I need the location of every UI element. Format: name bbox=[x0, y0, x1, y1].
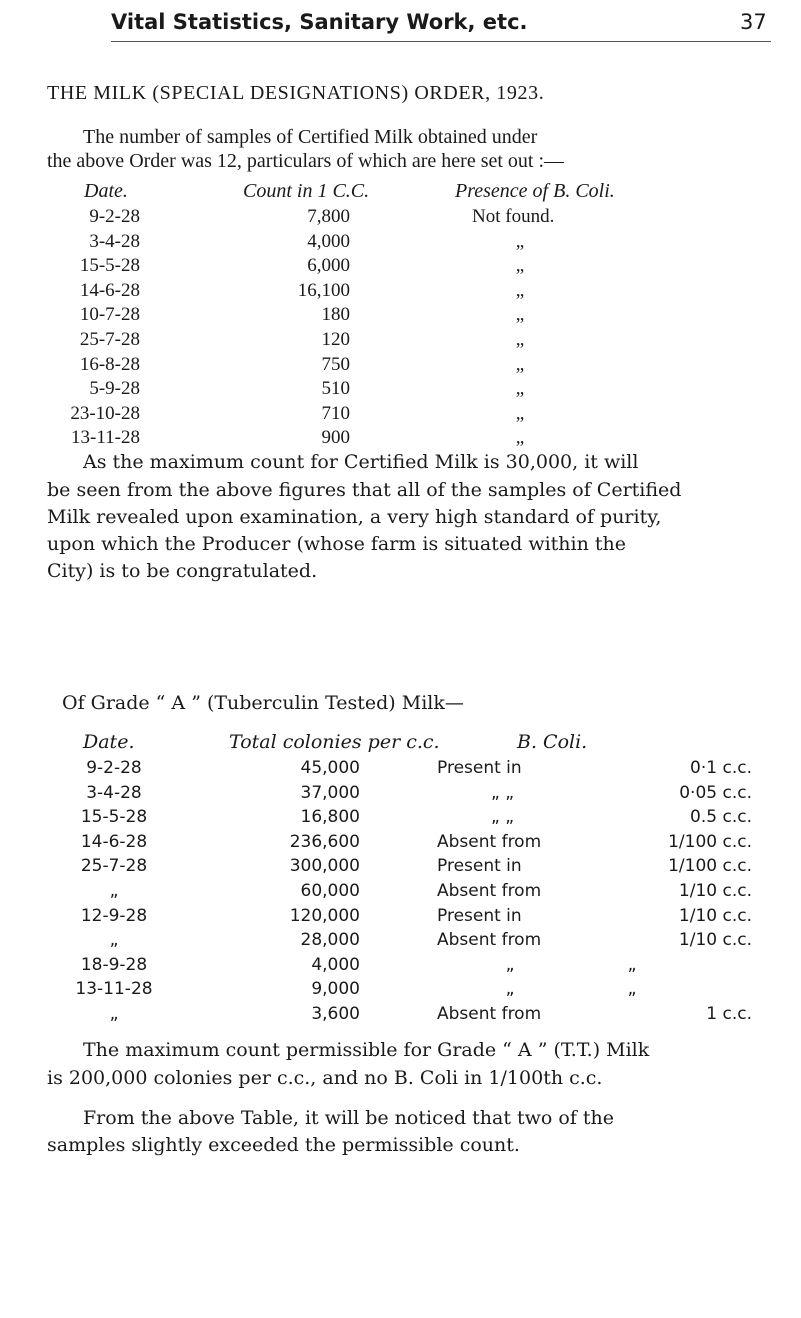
t1-header-date: Date. bbox=[84, 180, 128, 202]
t1-header-count: Count in 1 C.C. bbox=[243, 180, 370, 202]
t2-cell-colonies: 9,000 bbox=[311, 979, 360, 999]
t2-cell-bcoli-status: Present in bbox=[437, 758, 522, 778]
t1-cell-bcoli: Not found. bbox=[472, 206, 555, 227]
t1-cell-count: 7,800 bbox=[307, 206, 350, 227]
t2-cell-date: 14-6-28 bbox=[80, 832, 148, 852]
t2-cell-colonies: 37,000 bbox=[300, 783, 360, 803]
t2-cell-bcoli-status: Present in bbox=[437, 906, 522, 926]
intro-line-2: the above Order was 12, particulars of which are here set out :— bbox=[47, 150, 565, 172]
t1-cell-bcoli: „ bbox=[515, 280, 525, 301]
t2-cell-bcoli-status: „ „ bbox=[491, 783, 515, 803]
t1-cell-count: 900 bbox=[321, 427, 350, 448]
t1-cell-count: 710 bbox=[321, 403, 350, 424]
t2-cell-bcoli-volume: 0·05 c.c. bbox=[679, 783, 752, 803]
t1-cell-date: 15-5-28 bbox=[79, 255, 140, 276]
paragraph-line: City) is to be congratulated. bbox=[47, 560, 318, 582]
running-title: Vital Statistics, Sanitary Work, etc. bbox=[111, 10, 528, 34]
t2-cell-colonies: 60,000 bbox=[300, 881, 360, 901]
t2-header-colonies: Total colonies per c.c. bbox=[229, 731, 440, 753]
t2-cell-bcoli-status: Absent from bbox=[437, 881, 542, 901]
t2-cell-colonies: 28,000 bbox=[300, 930, 360, 950]
t1-cell-bcoli: „ bbox=[515, 427, 525, 448]
paragraph-line: As the maximum count for Certified Milk is 30,000, it will bbox=[83, 451, 639, 473]
t1-cell-bcoli: „ bbox=[515, 329, 525, 350]
conclusion-line-2: samples slightly exceeded the permissible count. bbox=[47, 1134, 520, 1156]
t2-cell-bcoli-status: Absent from bbox=[437, 930, 542, 950]
conclusion-line-1: From the above Table, it will be noticed that two of the bbox=[83, 1107, 615, 1129]
t2-cell-date: „ bbox=[109, 930, 119, 950]
t2-cell-date: „ bbox=[109, 881, 119, 901]
t2-header-date: Date. bbox=[83, 731, 135, 753]
t1-cell-date: 13-11-28 bbox=[71, 427, 140, 448]
t1-cell-count: 510 bbox=[321, 378, 350, 399]
t2-cell-date: „ bbox=[109, 1004, 119, 1024]
t1-cell-bcoli: „ bbox=[515, 231, 525, 252]
t2-cell-bcoli-volume: 1/10 c.c. bbox=[678, 906, 752, 926]
t2-cell-date: 13-11-28 bbox=[75, 979, 153, 999]
t2-cell-bcoli-volume: „ bbox=[627, 955, 637, 975]
t2-cell-colonies: 300,000 bbox=[289, 856, 360, 876]
t2-header-bcoli: B. Coli. bbox=[517, 731, 588, 753]
t1-cell-count: 16,100 bbox=[297, 280, 350, 301]
t2-cell-bcoli-volume: 1/10 c.c. bbox=[678, 930, 752, 950]
t1-cell-count: 120 bbox=[321, 329, 350, 350]
t2-cell-bcoli-volume: 0.5 c.c. bbox=[690, 807, 752, 827]
t2-cell-bcoli-volume: „ bbox=[627, 979, 637, 999]
t2-cell-bcoli-status: Present in bbox=[437, 856, 522, 876]
paragraph-line: be seen from the above figures that all of the samples of Certified bbox=[47, 479, 682, 501]
grade-a-heading: Of Grade “ A ” (Tuberculin Tested) Milk— bbox=[62, 692, 464, 714]
t2-cell-bcoli-volume: 1 c.c. bbox=[706, 1004, 752, 1024]
t2-cell-colonies: 236,600 bbox=[289, 832, 360, 852]
header-rule bbox=[111, 41, 771, 42]
intro-line-1: The number of samples of Certified Milk obtained under bbox=[83, 126, 538, 148]
t2-cell-date: 9-2-28 bbox=[86, 758, 142, 778]
t2-cell-bcoli-volume: 1/100 c.c. bbox=[668, 832, 752, 852]
t2-cell-bcoli-status: Absent from bbox=[437, 832, 542, 852]
t1-cell-date: 25-7-28 bbox=[79, 329, 140, 350]
t1-cell-date: 23-10-28 bbox=[70, 403, 140, 424]
t1-cell-date: 10-7-28 bbox=[79, 304, 140, 325]
t2-cell-bcoli-status: Absent from bbox=[437, 1004, 542, 1024]
t2-cell-bcoli-status: „ bbox=[505, 955, 515, 975]
t2-cell-colonies: 120,000 bbox=[289, 906, 360, 926]
t1-cell-date: 5-9-28 bbox=[89, 378, 140, 399]
t2-cell-bcoli-volume: 1/100 c.c. bbox=[668, 856, 752, 876]
t2-cell-colonies: 16,800 bbox=[300, 807, 360, 827]
page-number: 37 bbox=[740, 10, 767, 34]
t2-cell-date: 3-4-28 bbox=[86, 783, 142, 803]
t1-cell-count: 750 bbox=[321, 354, 350, 375]
t2-cell-date: 25-7-28 bbox=[80, 856, 148, 876]
page-title: THE MILK (SPECIAL DESIGNATIONS) ORDER, 1923. bbox=[47, 82, 545, 104]
t1-cell-bcoli: „ bbox=[515, 304, 525, 325]
t1-cell-count: 6,000 bbox=[307, 255, 350, 276]
t1-cell-date: 9-2-28 bbox=[89, 206, 140, 227]
max-count-line-2: is 200,000 colonies per c.c., and no B. Coli in 1/100th c.c. bbox=[47, 1067, 603, 1089]
t1-cell-count: 4,000 bbox=[307, 231, 350, 252]
t1-cell-bcoli: „ bbox=[515, 354, 525, 375]
t2-cell-date: 15-5-28 bbox=[80, 807, 148, 827]
t2-cell-date: 12-9-28 bbox=[80, 906, 148, 926]
t2-cell-colonies: 3,600 bbox=[311, 1004, 360, 1024]
t1-header-bcoli: Presence of B. Coli. bbox=[455, 180, 615, 202]
t2-cell-bcoli-volume: 0·1 c.c. bbox=[690, 758, 752, 778]
t2-cell-bcoli-volume: 1/10 c.c. bbox=[678, 881, 752, 901]
t1-cell-date: 14-6-28 bbox=[79, 280, 140, 301]
t1-cell-count: 180 bbox=[321, 304, 350, 325]
t1-cell-bcoli: „ bbox=[515, 403, 525, 424]
t2-cell-bcoli-status: „ bbox=[505, 979, 515, 999]
t2-cell-colonies: 45,000 bbox=[300, 758, 360, 778]
t2-cell-bcoli-status: „ „ bbox=[491, 807, 515, 827]
t1-cell-date: 3-4-28 bbox=[89, 231, 140, 252]
max-count-line-1: The maximum count permissible for Grade “ A ” (T.T.) Milk bbox=[83, 1039, 650, 1061]
paragraph-line: Milk revealed upon examination, a very high standard of purity, bbox=[47, 506, 662, 528]
paragraph-line: upon which the Producer (whose farm is situated within the bbox=[47, 533, 627, 555]
t1-cell-date: 16-8-28 bbox=[79, 354, 140, 375]
t1-cell-bcoli: „ bbox=[515, 378, 525, 399]
t2-cell-colonies: 4,000 bbox=[311, 955, 360, 975]
t1-cell-bcoli: „ bbox=[515, 255, 525, 276]
t2-cell-date: 18-9-28 bbox=[80, 955, 148, 975]
